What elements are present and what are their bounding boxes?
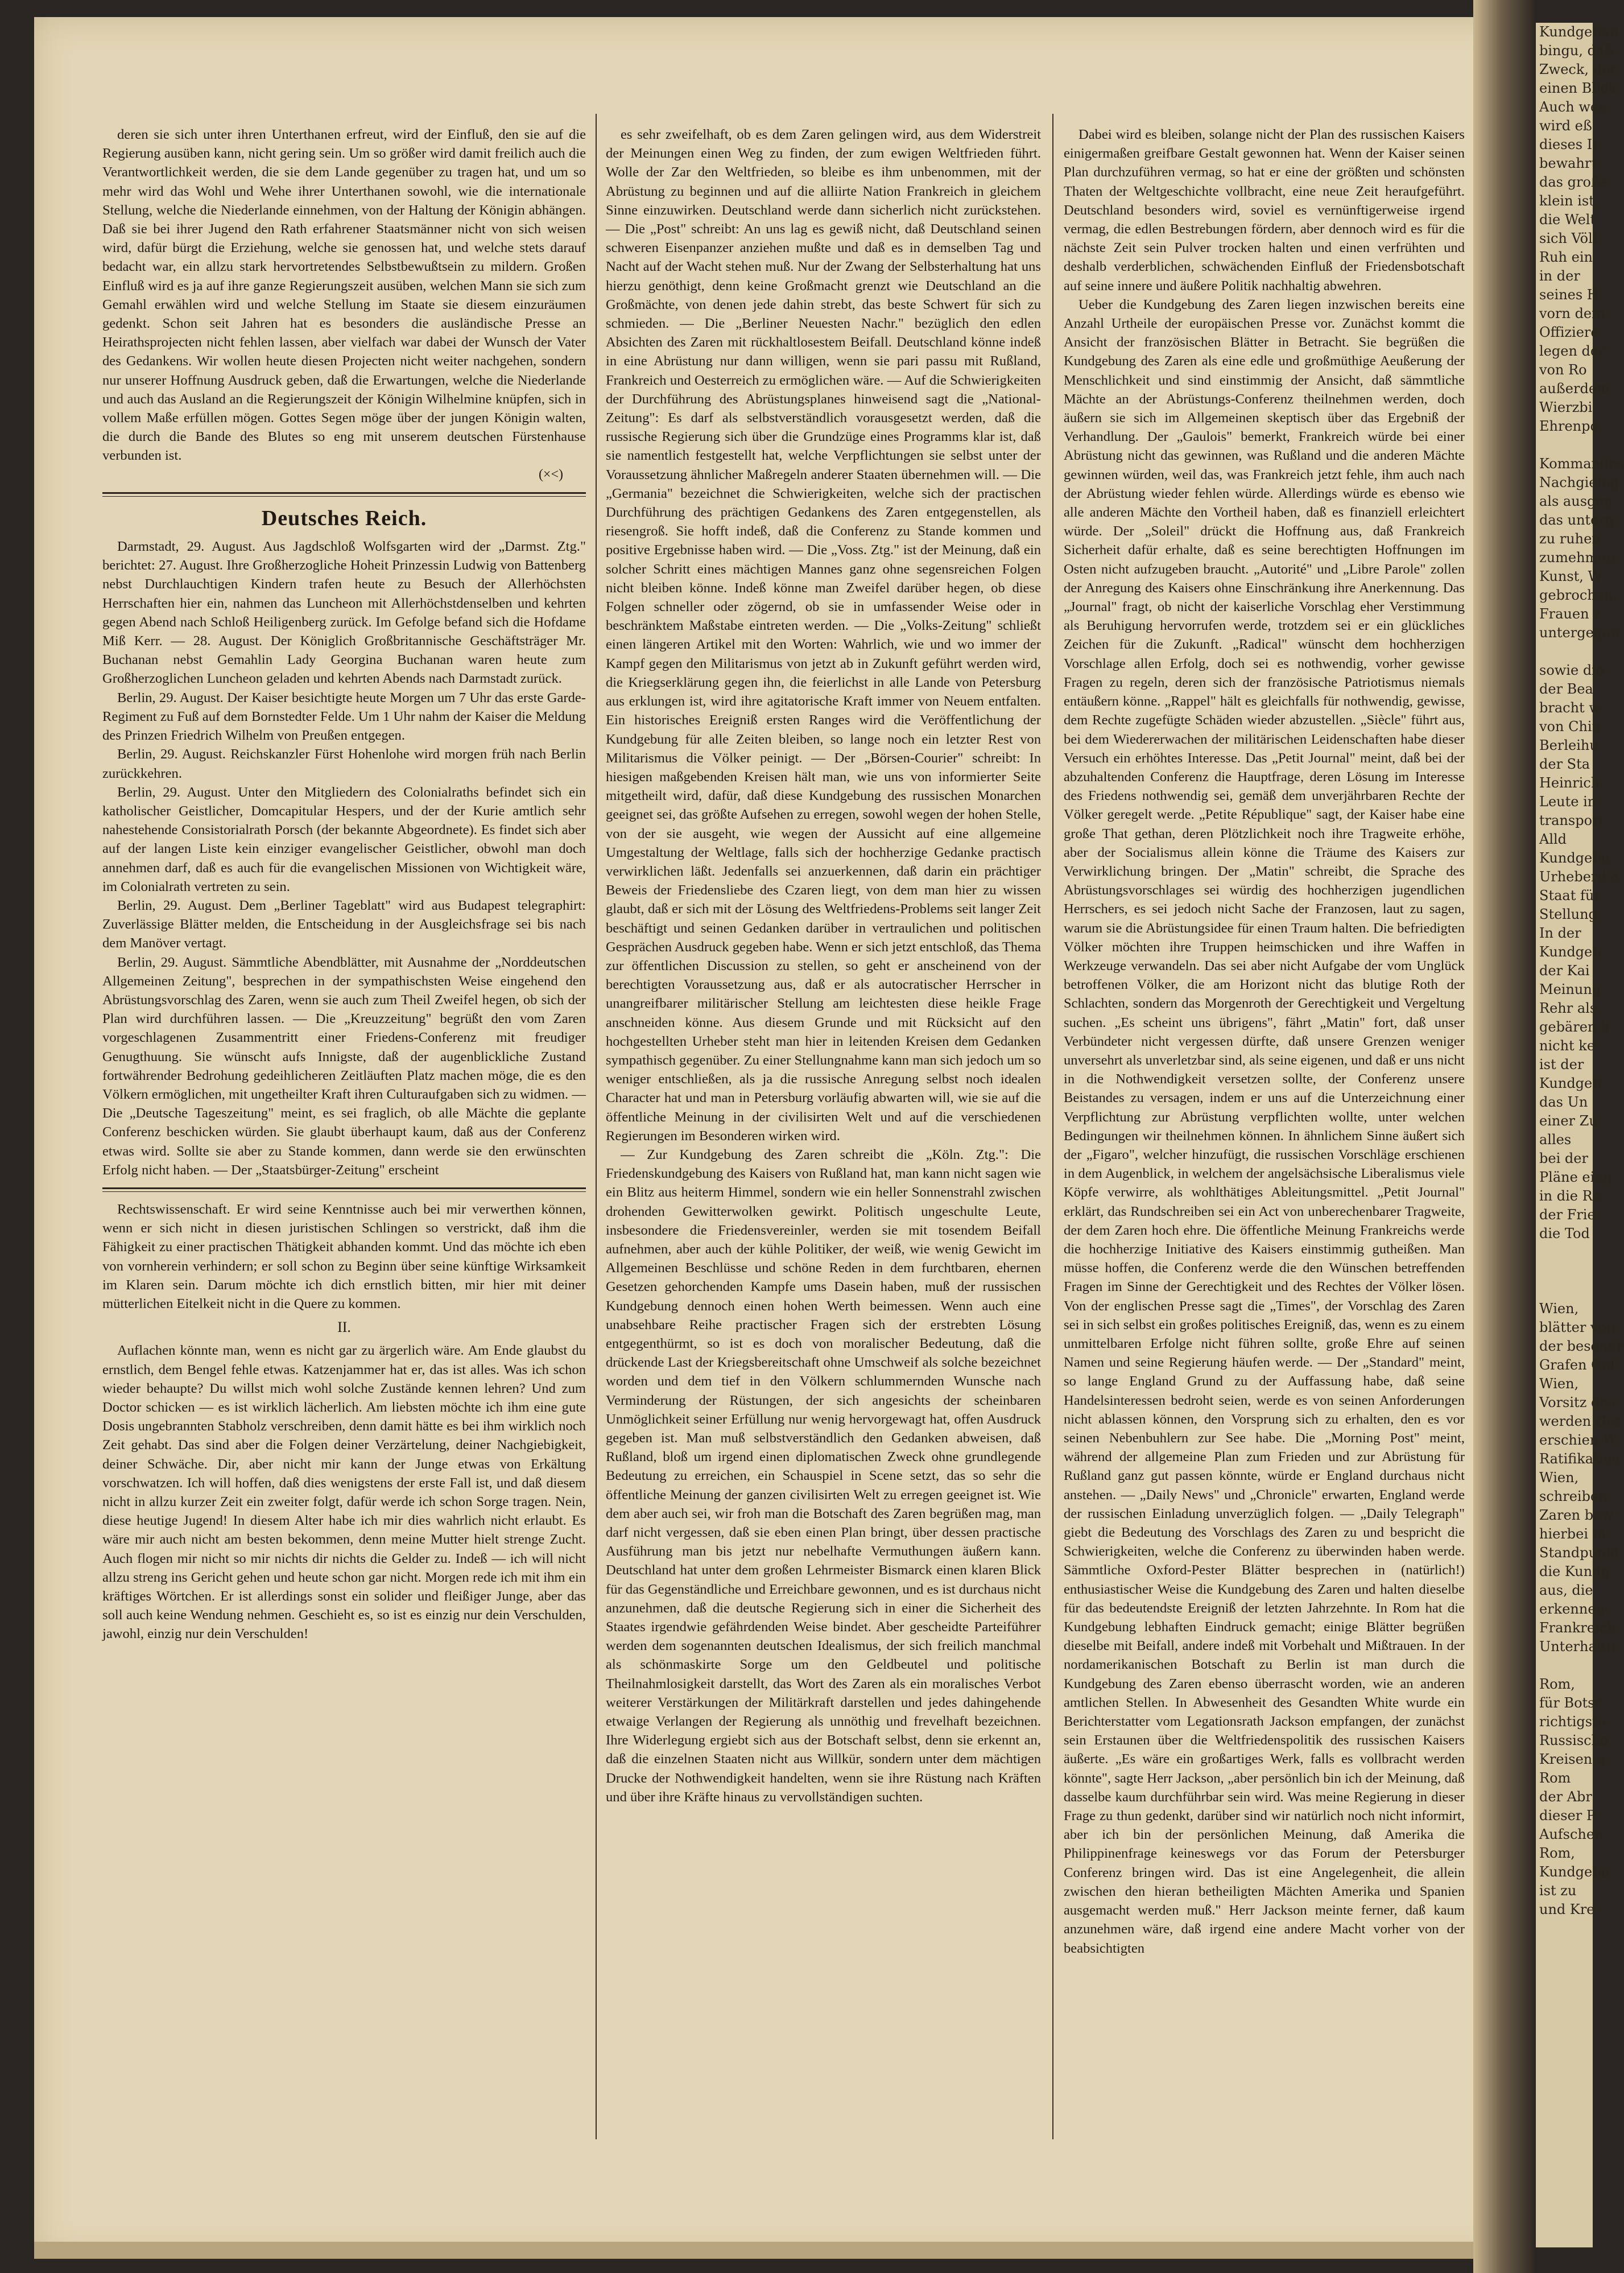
adjacent-page-line: und Kre xyxy=(1539,1901,1595,1917)
adjacent-page-line: Frauen z xyxy=(1539,606,1601,622)
feuilleton-rule xyxy=(102,1187,586,1192)
feuilleton-paragraph: Rechtswissenschaft. Er wird seine Kenntnisse auch bei mir verwerthen können, wenn er sich nicht in diesen juristischen Schlingen so verstrickt, daß ihm die Fähigkeit zu einer practischen Thätigkeit abhanden kommt. Und das möchte ich eben von vornherein verhindern; er soll schon zu Beginn über seine künftige Wirksamkeit im Klaren sein. Darum möchte ich dich ernstlich bitten, mir hier mit deiner mütterlichen Eitelkeit nicht in die Quere zu kommen. xyxy=(102,1201,586,1311)
adjacent-page-line: Aufschen xyxy=(1539,1826,1604,1842)
adjacent-page-line: Kreisen a xyxy=(1539,1751,1605,1767)
adjacent-page-line: Kundgebu xyxy=(1539,850,1610,866)
adjacent-page-line: Rom xyxy=(1539,1770,1571,1786)
adjacent-page-line: aus, die xyxy=(1539,1582,1593,1598)
feuilleton-chapter-number: II. xyxy=(337,1319,351,1336)
adjacent-page-line: dieses Ir xyxy=(1539,137,1599,152)
adjacent-page-line: der Sta xyxy=(1539,756,1590,772)
adjacent-page-line: der Frie xyxy=(1539,1207,1596,1223)
news-item: Berlin, 29. August. Der Kaiser besichtigte heute Morgen um 7 Uhr das erste Garde-Regiment zu Fuß auf dem Bornstedter Felde. Um 1 Uhr nahm der Kaiser die Meldung des Prinzen Friedrich Wilhelm von Preußen entgegen. xyxy=(102,690,586,744)
adjacent-page-line xyxy=(1536,1262,1593,1281)
adjacent-page-line: Pläne eing xyxy=(1539,1169,1613,1185)
adjacent-page-line: nicht ke xyxy=(1539,1038,1596,1054)
adjacent-page-line: Vorsitz des xyxy=(1539,1395,1615,1410)
adjacent-page-line: sowie die xyxy=(1539,662,1605,678)
adjacent-page-line: der Kai xyxy=(1539,963,1590,979)
adjacent-page-line: das unterg xyxy=(1539,512,1614,528)
adjacent-page-line: als ausgeg xyxy=(1539,493,1613,509)
adjacent-page-line: Wien, xyxy=(1539,1301,1579,1317)
adjacent-page-line: Kunst, W xyxy=(1539,568,1602,584)
adjacent-page-line: Auch wen xyxy=(1539,99,1608,115)
news-item: Berlin, 29. August. Dem „Berliner Tageblatt" wird aus Budapest telegraphirt: Zuverlässige Blätter melden, die Entscheidung in der Ausgleichsfrage sei bis nach dem Manöver vertagt. xyxy=(102,897,586,951)
column-rule-1 xyxy=(596,114,597,2139)
adjacent-page-line: das Un xyxy=(1539,1094,1588,1110)
adjacent-page-line: Staat füt xyxy=(1539,888,1600,904)
article-paragraph: Ueber die Kundgebung des Zaren liegen inzwischen bereits eine Anzahl Urtheile der europäischen Presse vor. Zunächst kommt die Ansicht der französischen Blätter in Betracht. Sie begrüßen die Kundgebung des Zaren als eine edle und großmüthige Aeußerung der Menschlichkeit und sind einstimmig der Ansicht, daß sämmtliche Mächte an der Abrüstungs-Conferenz theilnehmen werden, doch äußern sie sich im Allgemeinen skeptisch über das Ergebniß der Verhandlung. Der „Gaulois" bemerkt, Frankreich würde bei einer Abrüstung nicht das gewinnen, was Rußland und die anderen Mächte gewinnen würden, weil das, was Frankreich jetzt fehle, ihm auch nach der Abrüstung wieder fehlen würde. Allerdings würde es ebenso wie alle anderen Mächte den Vortheil haben, daß es finanziell erleichtert würde. Der „Soleil" drückt die Hoffnung aus, daß Frankreich Sicherheit dafür erhalte, daß es seine berechtigten Hoffnungen im Osten nicht aufzugeben braucht. „Autorité" und „Libre Parole" zollen der Anregung des Kaisers ohne Einschränkung ihre Anerkennung. Das „Journal" fragt, ob nicht der kaiserliche Vorschlag eher Verstimmung als Beruhigung hervorrufen werde, trotzdem sei er ein glückliches Zeichen für die Zukunft. „Radical" wünscht dem hochherzigen Vorschlage allen Erfolg, doch sei es nothwendig, vorher gewisse Fragen zu regeln, deren sich der französische Patriotismus niemals entäußern könne. „Rappel" hält es gleichfalls für nothwendig, gewisse, dem Rechte zugefügte Schäden wieder abzustellen. „Siècle" führt aus, bei dem Wiedererwachen der militärischen Leidenschaften habe dieser Versuch ein erhöhtes Interesse. Das „Petit Journal" meint, daß bei der abzuhaltenden Conferenz die Hauptfrage, deren Lösung im Interesse des Friedens nothwendig sei, gemäß dem unverjährbaren Rechte der Völker geregelt werde. „Petite République" sagt, der Kaiser habe eine große That gethan, deren Plötzlichkeit noch ihre Tragweite erhöhe, aber der Socialismus allein könne die Träume des Kaisers zur Verwirklichung bringen. Der „Matin" schreibt, die Sprache des Abrüstungsvorschlages sei würdig des hochherzigen jugendlichen Herrschers, es sei jedoch nicht Sache der Franzosen, laut zu sagen, warum sie die Abrüstungsidee für einen Traum halten. Die befriedigten Völker möchten ihre Truppen heimschicken und ihre Waffen in Werkzeuge verwandeln. Das sei aber nicht Aufgabe der vom Unglück betroffenen Völker, die am Horizont nicht das blutige Roth der Schlachten, sondern das Morgenroth der Gerechtigkeit und Vergeltung suchen. „Es scheint uns übrigens", fährt „Matin" fort, daß unser Verbündeter nicht vergessen dürfte, daß unsere Grenzen weniger unversehrt als unverletzbar sind, als seine eigenen, und daß er uns nicht in die Nothwendigkeit versetzen sollte, der Conferenz unsere Beistandes zu versagen, indem er uns auf die Unterzeichnung einer Verpflichtung zur Abrüstung verpflichten wollte, unter welchen Bedingungen wir theilnehmen können. In ähnlichem Sinne äußert sich der „Figaro", welcher hinzufügt, die russischen Vorschläge erschienen in dem Augenblick, in welchem der angelsächsische Liberalismus viele Köpfe verwirre, als wohlthätiges Ableitungsmittel. „Petit Journal" erklärt, das Rundschreiben sei ein Act von unberechenbarer Tragweite, der dem Zaren hoch ehre. Die öffentliche Meinung Frankreichs werde die hochherzige Initiative des Kaisers einstimmig gutheißen. Man müsse hoffen, die Conferenz werde die den Wünschen betreffenden Fragen im Sinne der Gerechtigkeit und des Rechtes der Völker lösen. Von der englischen Presse sagt die „Times", der Vorschlag des Zaren sei in sich selbst ein großes politisches Ereigniß, das, wenn es zu einem unmittelbaren Erfolge nicht führen sollte, große Ehre auf seinen Namen und seine Regierung häufen werde. — Der „Standard" meint, so lange England Grund zu der Auffassung habe, daß seine Handelsinteressen bedroht seien, werde es von seinen Anforderungen nicht ablassen können, den Vorsprung sich zu erhalten, den es vor seinen Nebenbuhlern zur See habe. Die „Morning Post" meint, während der allgemeine Plan zum Frieden und zur Abrüstung für Rußland ganz gut passen könnte, würde er England durchaus nicht anstehen. — „Daily News" und „Chronicle" erwarten, England werde der russischen Einladung unverzüglich folgen. — „Daily Telegraph" giebt die Bedeutung des Vorschlags des Zaren zu und bespricht die Schwierigkeiten, welche die Conferenz zu überwinden haben werde. Sämmtliche Oxford-Pester Blätter besprechen in (natürlich!) enthusiastischer Weise die Kundgebung des Zaren und halten dieselbe für das bedeutendste Ereigniß der letzten Jahrzehnte. In Rom hat die Kundgebung lebhaften Eindruck gemacht; einige Blätter begrüßen dieselbe mit Beifall, andere indeß mit Vorbehalt und Mißtrauen. In der nordamerikanischen Botschaft zu Berlin ist man durch die Kundgebung des Zaren ebenso überrascht worden, wie an anderen amtlichen Stellen. In Abwesenheit des Gesandten White wurde ein Berichterstatter vom Legationsrath Jackson empfangen, der zunächst sein Erstaunen über die Weltfriedenspolitik des russischen Kaisers äußerte. „Es wäre ein großartiges Werk, falls es vollbracht werden könnte", sagte Herr Jackson, „aber persönlich bin ich der Meinung, daß dasselbe kaum durchführbar sein wird. Was meine Regierung in dieser Frage zu thun gedenkt, darüber sind wir natürlich noch nicht informirt, aber ich bin der persönlichen Meinung, daß Amerika die Philippinenfrage keineswegs vor das Forum der Petersburger Conferenz bringen wird. Das ist eine Angelegenheit, die allein zwischen den hieran betheiligten Mächten Amerika und Spanien ausgemacht werden muß." Herr Jackson meinte ferner, daß kaum anzunehmen wäre, daß irgend eine andere Macht vorher von der beabsichtigten xyxy=(1064,296,1465,1956)
adjacent-page-line: Nachgiebig xyxy=(1539,475,1619,490)
adjacent-page-line: Russische xyxy=(1539,1732,1609,1748)
adjacent-page-line: Urheberd d xyxy=(1539,869,1619,885)
adjacent-page-line: klein ist, xyxy=(1539,193,1599,209)
adjacent-page-line: Stellung xyxy=(1539,906,1597,922)
adjacent-page-line: Meinung xyxy=(1539,981,1601,997)
adjacent-page-line: die Tod xyxy=(1539,1226,1590,1241)
adjacent-page-line: der besondr xyxy=(1539,1338,1623,1354)
adjacent-page-line: Kundgebun xyxy=(1539,24,1619,40)
feuilleton-paragraph-2: Auflachen könnte man, wenn es nicht gar zu ärgerlich wäre. Am Ende glaubst du ernstlich, dem Bengel fehle etwas. Katzenjammer hat er, das ist alles. Was ich schon wieder behaupte? Du willst mich wohl solche Zustände kennen lehren? Und zum Doctor schicken — es ist wirklich lächerlich. Am liebsten möchte ich ihm eine gute Dosis ungebrannten Stabholz verschreiben, denn damit hätte es bei ihm wirklich noch Zeit gehabt. Das sind aber die Folgen deiner Verzärtelung, deiner Nachgiebigkeit, deiner Schwäche. Dir, aber nicht mir kann der Junge etwas von Erkältung vorschwatzen. Ich will hoffen, daß dies wenigstens der erste Fall ist, und daß diesem nicht in allzu kurzer Zeit ein zweiter folgt, dafür werde ich schon Sorge tragen. Nein, diese heutige Jugend! In diesem Alter habe ich mir dies wahrlich nicht erlaubt. Es wäre mir auch nicht am besten bekommen, denn meine Mutter hielt strenge Zucht. Auch flogen mir nicht so mir nichts dir nichts die Gelder zu. Indeß — ich will nicht allzu streng ins Gericht gehen und heute schon gar nicht. Morgen rede ich mit ihm ein kräftiges Wörtchen. Er ist allerdings sonst ein solider und fleißiger Junge, aber das soll auch keine Wendung nehmen. Geschieht es, so ist es einzig nur dein Verschulden, jawohl, einzig nur dein Verschulden! xyxy=(102,1343,586,1642)
book-gutter xyxy=(1473,0,1536,2273)
adjacent-page-line: Zweck, der xyxy=(1539,61,1617,77)
adjacent-page-line: bei der xyxy=(1539,1150,1588,1166)
news-item: Darmstadt, 29. August. Aus Jagdschloß Wolfsgarten wird der „Darmst. Ztg." berichtet: 27. August. Ihre Großherzogliche Hoheit Prinzessin Ludwig von Battenberg nebst Durchlauchtigen Kindern trafen heute zu Besuch der Allerhöchsten Herrschaften hier ein, nahmen das Luncheon mit Allerhöchstdenselben und kehrten gegen Abend nach Schloß Heiligenberg zurück. Im Gefolge befand sich die Hofdame Miß Kerr. — 28. August. Der Königlich Großbritannische Geschäftsträger Mr. Buchanan nebst Gemahlin Lady Georgina Buchanan waren heute zum Großherzoglichen Luncheon geladen und kehrten Abends nach Darmstadt zurück. xyxy=(102,539,586,687)
adjacent-page-line: seines H xyxy=(1539,287,1599,303)
adjacent-page-line: Wierzbi xyxy=(1539,399,1593,415)
adjacent-page-line: Berleihu xyxy=(1539,737,1598,753)
adjacent-page-line: einer Zu xyxy=(1539,1113,1598,1129)
adjacent-page-line: für Botsc xyxy=(1539,1695,1602,1711)
adjacent-page-line: gebrochen, xyxy=(1539,587,1618,603)
adjacent-page-line: in der xyxy=(1539,268,1580,284)
adjacent-page-line: Rom, xyxy=(1539,1845,1575,1861)
column-3 xyxy=(1064,125,1465,1958)
adjacent-page-strip xyxy=(1536,23,1624,2247)
adjacent-page-line: Kundgeb xyxy=(1539,944,1601,960)
adjacent-page-line: hierbei m xyxy=(1539,1526,1606,1542)
adjacent-page-line: transport xyxy=(1539,812,1605,828)
news-item: Berlin, 29. August. Sämmtliche Abendblätter, mit Ausnahme der „Norddeutschen Allgemeinen Zeitung", besprechen in der sympathischsten Weise eingehend den Abrüstungsvorschlag des Zaren, wenn sie auch zum Theil Zweifel hegen, ob sich der Plan wird durchführen lassen. — Die „Kreuzzeitung" begrüßt den vom Zaren vorgeschlagenen Zusammentritt einer Friedens-Conferenz mit freudiger Genugthuung. Sie wünscht aufs Innigste, daß der augenblickliche Zustand fortwährender Bedrohung gedeihlicheren Zeitläuften Platz machen möge, die es den Völkern ermöglichen, mit ungetheilter Kraft ihren Culturaufgaben sich zu widmen. — Die „Deutsche Tageszeitung" meint, es sei fraglich, ob alle Mächte die geplante Conferenz beschicken würden. Sie glaubt überhaupt kaum, daß aus der Conferenz etwas wird. Sollte sie aber zu Stande kommen, dann werde sie den erwünschten Erfolg nicht haben. — Der „Staatsbürger-Zeitung" erscheint xyxy=(102,954,586,1178)
column-1 xyxy=(102,125,586,1644)
adjacent-page-line: Frankreich xyxy=(1539,1620,1616,1636)
adjacent-page-line: Ratifikation xyxy=(1539,1451,1621,1467)
article-paragraph: es sehr zweifelhaft, ob es dem Zaren gelingen wird, aus dem Widerstreit der Meinungen einen Weg zu finden, der zum ewigen Weltfrieden führt. Wolle der Zar den Weltfrieden, so bleibe es ihm unbenommen, mit der Abrüstung zu beginnen und auf die alliirte Nation Frankreich in gleichem Sinne einzuwirken. Deutschland werde dann sicherlich nicht zurückstehen. — Die „Post" schreibt: An uns lag es gewiß nicht, daß Deutschland seinen schweren Eisenpanzer anziehen mußte und daß es in demselben Tag und Nacht auf der Wacht stehen muß. Nur der Zwang der Selbsterhaltung hat uns hierzu genöthigt, denn keine Großmacht grenzt wie Deutschland an die Großmächte, von denen jede dahin strebt, das beste Schwert für sich zu schmieden. — Die „Berliner Neuesten Nachr." bezüglich den edlen Absichten des Zaren mit rückhaltlosestem Beifall. Deutschland könne indeß in eine Abrüstung nur dann willigen, wenn sie pari passu mit Rußland, Frankreich und Oesterreich zu ermöglichen wäre. — Auf die Schwierigkeiten der Durchführung des Abrüstungsplanes hinweisend sagt die „National-Zeitung": Es darf als selbstverständlich vorausgesetzt werden, daß die russische Regierung sich über die Grundzüge eines Programms klar ist, daß sie namentlich festgestellt hat, welche Verpflichtungen sie selbst unter der Voraussetzung ähnlicher Maßregeln anderer Staaten übernehmen will. — Die „Germania" bezeichnet die Schwierigkeiten, welche sich der practischen Durchführung des prächtigen Gedankens des Zaren entgegenstellen, als riesengroß. Sie hofft indeß, daß die Conferenz zu Stande kommen und positive Ergebnisse haben wird. — Die „Voss. Ztg." ist der Meinung, daß ein solcher Schritt eines mächtigen Mannes ganz ohne segensreichen Folgen nicht bleiben könne. Indeß könne man Zweifel darüber hegen, ob diese Folgen schneller oder zögernd, ob sie in umfassender Weise oder in beschränktem Maßstabe eintreten werden. — Die „Volks-Zeitung" schließt einen längeren Artikel mit den Worten: Wahrlich, wie und wo immer der Kampf gegen den Militarismus von jetzt ab in Zukunft geführt werden wird, die Kriegserklärung gegen ihn, die feierlichst in alle Lande von Petersburg aus erklungen ist, wird ihre agitatorische Kraft immer von Neuem entfalten. Ein historisches Ereigniß ersten Ranges wird die Veröffentlichung der Kundgebung für alle Zeiten bleiben, so lange noch ein letzter Rest von Militarismus die Völker peinigt. — Der „Börsen-Courier" schreibt: In hiesigen maßgebenden Kreisen hält man, wie uns von informierter Seite mitgetheilt wird, dafür, daß diese Kundgebung des russischen Monarchen geeignet sei, das größte Aufsehen zu erregen, sowohl wegen der hohen Stelle, von der sie ausgeht, wie wegen der Aussicht auf eine allgemeine Umgestaltung der Weltlage, falls sich der hochherzige Gedanke practisch verwirklichen läßt. Jedenfalls sei anzuerkennen, daß darin ein prächtiger Beweis der Friedensliebe des Czaren liegt, von dem man hier zu wissen glaubt, daß er sich mit der Lösung des Weltfriedens-Problems seit langer Zeit beschäftigt und seinen Gedanken darüber in vertraulichen und politischen Gesprächen Ausdruck gegeben habe. Wenn er sich jetzt entschloß, das Thema zur öffentlichen Discussion zu stellen, so geht er anscheinend von der berechtigten Voraussetzung aus, daß er als autocratischer Herrscher in unangreifbarer militärischer Stellung am leichtesten diese heikle Frage anschneiden könne. Aus diesem Grunde und mit Rücksicht auf den hochgestellten Urheber steht man hier in leitenden Kreisen dem Gedanken sympathisch gegenüber. Zu einer Stellungnahme kann man sich jedoch um so weniger entschließen, als ja die russische Anregung selbst noch idealen Character hat und man in Petersburg vorläufig abwarten will, wie sie auf die öffentliche Meinung in der civilisirten Welt und auf die verschiedenen Regierungen im Besonderen wirken wird. xyxy=(606,127,1041,1144)
adjacent-page-line: Zaren bew xyxy=(1539,1507,1613,1523)
adjacent-page-line: der Abr xyxy=(1539,1789,1592,1805)
adjacent-page-line: vorn dem xyxy=(1539,306,1605,321)
adjacent-page-line: Wien, xyxy=(1539,1470,1579,1486)
section-title: Deutsches Reich. xyxy=(261,506,427,530)
adjacent-page-line: Heinrich xyxy=(1539,775,1600,791)
adjacent-page-line: Kundgebu xyxy=(1539,1864,1610,1880)
adjacent-page-line: bingu, daß xyxy=(1539,43,1614,59)
adjacent-page-line: Kommandos xyxy=(1539,456,1624,472)
adjacent-page-line xyxy=(1536,436,1593,455)
adjacent-page-line: erkennen xyxy=(1539,1601,1605,1617)
article-paragraph: Dabei wird es bleiben, solange nicht der Plan des russischen Kaisers einigermaßen greifbare Gestalt gewonnen hat. Wenn der Kaiser seinen Plan durchzuführen vermag, so hat er eine der größten und schönsten Thaten der Weltgeschichte vollbracht, eine neue Zeit heraufgeführt. Deutschland besonders wird, soviel es vernünftigerweise irgend vermag, die edlen Bestrebungen fördern, aber dennoch wird es für die nächste Zeit sein Pulver trocken halten und einen verfrühten und deshalb verderblichen, schwächenden Einfluß der Friedensbotschaft auf seine innere und äußere Politik nachhaltig abwehren. xyxy=(1064,127,1465,294)
adjacent-page-line: wird eß xyxy=(1539,118,1592,134)
adjacent-page-line: sich Völl xyxy=(1539,230,1597,246)
adjacent-page-line: Grafen Gol xyxy=(1539,1357,1615,1373)
adjacent-page-line: ist zu xyxy=(1539,1883,1577,1899)
section-rule xyxy=(102,492,586,497)
adjacent-page-line: Leute in xyxy=(1539,794,1597,810)
adjacent-page-line: Standpunkt xyxy=(1539,1545,1620,1561)
adjacent-page-line: werden Ges xyxy=(1539,1413,1622,1429)
adjacent-page-line: alles xyxy=(1539,1132,1572,1148)
page-bottom-edge xyxy=(34,2242,1519,2259)
adjacent-page-line: ist der xyxy=(1539,1057,1584,1072)
adjacent-page-line: die Welt xyxy=(1539,212,1596,228)
adjacent-page-line: Alld xyxy=(1539,831,1567,847)
adjacent-page-line: dieser P xyxy=(1539,1808,1596,1824)
adjacent-page-line: richtigste xyxy=(1539,1714,1606,1730)
adjacent-page-line xyxy=(1536,1281,1593,1300)
adjacent-page-line: legen der xyxy=(1539,343,1605,359)
adjacent-page-line: zu ruhen xyxy=(1539,531,1601,547)
adjacent-page-line: Ruh ein xyxy=(1539,249,1593,265)
adjacent-page-line: die Kundg xyxy=(1539,1564,1610,1579)
news-item: Berlin, 29. August. Reichskanzler Fürst Hohenlohe wird morgen früh nach Berlin zurückkehren. xyxy=(102,746,586,781)
adjacent-page-line: Kundgeb xyxy=(1539,1075,1601,1091)
adjacent-page-line: Rom, xyxy=(1539,1676,1575,1692)
news-item: Berlin, 29. August. Unter den Mitgliedern des Colonialraths befindet sich ein katholischer Geistlicher, Domcapitular Hespers, und der der Kurie amtlich sehr nahestehende Consistorialrath Porsch (der bekannte Abgeordnete). Es findet sich aber auf der langen Liste kein einziger evangelischer Geistlicher, obwohl man doch annehmen darf, daß es auch für die evangelischen Missionen von Wichtigkeit wäre, im Colonialrath vertreten zu sein. xyxy=(102,784,586,894)
adjacent-page-line xyxy=(1536,1656,1593,1675)
adjacent-page-line: außerdem xyxy=(1539,381,1610,397)
adjacent-page-line: von Ro xyxy=(1539,362,1587,378)
adjacent-page-line: einen Blick xyxy=(1539,80,1617,96)
adjacent-page-line: In der xyxy=(1539,925,1581,941)
adjacent-page-line: in die Ro xyxy=(1539,1188,1601,1204)
adjacent-page-line: schreiben xyxy=(1539,1488,1608,1504)
adjacent-page-line: Offiziere xyxy=(1539,324,1599,340)
adjacent-page-line: gebären b xyxy=(1539,1019,1610,1035)
adjacent-page-line: blätter von xyxy=(1539,1319,1615,1335)
adjacent-page-line: erschien W xyxy=(1539,1432,1617,1448)
adjacent-page-line: der Bea xyxy=(1539,681,1593,697)
adjacent-page-line: bracht w xyxy=(1539,700,1601,716)
adjacent-page-line xyxy=(1536,642,1593,661)
adjacent-page-line: untergegan xyxy=(1539,625,1619,641)
adjacent-page-line: zumehmen. xyxy=(1539,550,1619,566)
end-ornament: (×<) xyxy=(538,467,563,482)
column-rule-2 xyxy=(1052,114,1053,2139)
adjacent-page-line xyxy=(1536,1243,1593,1262)
column-2 xyxy=(606,125,1041,1806)
adjacent-page-line: das große xyxy=(1539,174,1609,190)
adjacent-page-line: Rehr als xyxy=(1539,1000,1597,1016)
article-paragraph: — Zur Kundgebung des Zaren schreibt die „Köln. Ztg.": Die Friedenskundgebung des Kaisers von Rußland hat, man kann nicht sagen wie ein Blitz aus heiterm Himmel, sondern wie ein heller Sonnenstrahl zwischen drohenden Gewitterwolken gewirkt. Politisch ungeschulte Leute, insbesondere die Friedensvereinler, werden sie mit tosendem Beifall aufnehmen, aber auch der kühle Politiker, der weiß, wie wenig Gewicht im Allgemeinen Beschlüsse und schöne Reden in dem furchtbaren, ehernen Gesetzen gehorchenden Kampfe ums Dasein haben, muß der russischen Kundgebung dennoch einen hohen Werth beimessen. Wenn auch eine unabsehbare Reihe practischer Fragen sich der erstrebten Lösung entgegenthürmt, so ist es doch von moralischer Bedeutung, daß die drückende Last der Kriegsbereitschaft ohne Umschweif als solche bezeichnet worden und dem tief in den Völkern schlummernden Wunsche nach Verminderung der Rüstungen, der sich angesichts der scheinbaren Unmöglichkeit seiner Erfüllung nur wenig hervorgewagt hat, offen Ausdruck gegeben ist. Man muß selbstverständlich den Gedanken abweisen, daß Rußland, bloß um irgend einen diplomatischen Zweck ohne grundlegende Bedeutung zu erreichen, ein Schauspiel in Scene setzt, das so sehr die öffentliche Meinung der ganzen civilisirten Welt zu erregen geeignet ist. Wie dem aber auch sei, wir froh man die Botschaft des Zaren begrüßen mag, man darf nicht vergessen, daß sie eben einen Plan bringt, über dessen practische Ausführung man bis jetzt nur nebelhafte Vermuthungen äußern kann. Deutschland hat unter dem großen Lehrmeister Bismarck einen klaren Blick für das Gegenständliche und Erreichbare gewonnen, und es ist durchaus nicht anzunehmen, daß die deutsche Regierung sich in einer die Sicherheit des Staates irgendwie gefährdenden Weise bindet. Aber gescheidte Parteiführer werden dem sogenannten deutschen Idealismus, der sich freilich manchmal als schönmaskirte Sorge um den Geldbeutel und politische Theilnahmlosigkeit darstellt, das Wort des Zaren als ein moralisches Verbot weiterer Verstärkungen der Militärkraft darstellen und jedes dahingehende etwaige Verlangen der Regierung als unnöthig und frevelhaft bezeichnen. Ihre Widerlegung ergiebt sich aus der Botschaft selbst, denn sie erkennt an, daß die einzelnen Staaten nicht aus Willkür, sondern unter dem mächtigen Drucke der Nothwendigkeit handelten, wenn sie ihre Rüstung nach Kräften und über ihre Kräfte hinaus zu vervollständigen suchten. xyxy=(606,1146,1041,1805)
adjacent-page-line: Wien, xyxy=(1539,1376,1579,1392)
adjacent-page-line: von Chin xyxy=(1539,719,1601,735)
adjacent-page-line: Ehrenpo xyxy=(1539,418,1598,434)
adjacent-page-line: Unterhaltu xyxy=(1539,1639,1615,1655)
intro-paragraph: deren sie sich unter ihren Unterthanen erfreut, wird der Einfluß, den sie auf die Regierung ausüben kann, nicht gering sein. Um so größer wird damit freilich auch die Verantwortlichkeit werden, die sie dem Lande gegenüber zu tragen hat, und um so mehr wird das Wohl und Wehe ihrer Unterthanen sowohl, wie die internationale Stellung, welche die Niederlande einnehmen, von der Haltung der Königin abhängen. Daß sie bei ihrer Jugend den Rath erfahrener Staatsmänner nicht von sich weisen wird, dafür bürgt die Erziehung, welche sie genossen hat, und welche stets darauf bedacht war, ein allzu stark hervortretendes Selbstbewußtsein zu mildern. Großen Einfluß wird es ja auf ihre ganze Regierungszeit ausüben, welchen Mann sie sich zum Gemahl erwählen wird und welche Stellung im Staate sie diesem einzuräumen gedenkt. Schon seit Jahren hat es besonders die ausländische Presse an Heirathsprojecten nicht fehlen lassen, aber vielfach war dabei der Wunsch der Vater des Gedankens. Wir wollen heute diesen Projecten nicht weiter nachgehen, sondern nur unserer Hoffnung Ausdruck geben, daß die Erwartungen, welche die Niederlande und auch das Ausland an die Regierungszeit der Königin Wilhelmine knüpfen, sich in vollem Maße erfüllen mögen. Gottes Segen möge über der jungen Königin walten, die durch die Bande des Blutes so eng mit unserem deutschen Fürstenhause verbunden ist. xyxy=(102,127,586,464)
adjacent-page-line: bewahrt xyxy=(1539,155,1597,171)
